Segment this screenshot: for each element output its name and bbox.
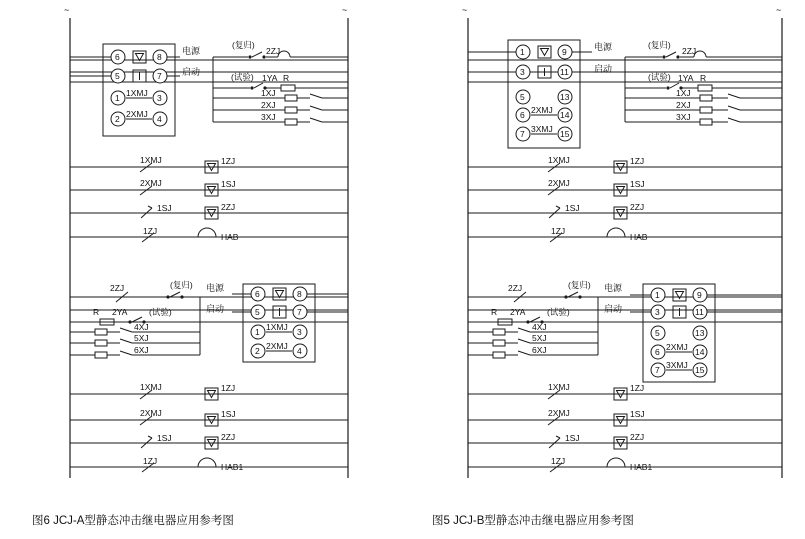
- svg-text:6: 6: [655, 347, 660, 357]
- svg-text:1YA: 1YA: [678, 73, 694, 83]
- svg-text:11: 11: [695, 307, 704, 317]
- svg-text:6: 6: [115, 52, 120, 62]
- svg-text:启动: 启动: [594, 64, 613, 74]
- svg-text:HAB1: HAB1: [630, 462, 653, 472]
- svg-text:15: 15: [560, 129, 570, 139]
- svg-text:R: R: [93, 307, 100, 317]
- svg-text:2XMJ: 2XMJ: [266, 341, 288, 351]
- svg-text:5: 5: [115, 71, 120, 81]
- svg-text:2: 2: [255, 346, 260, 356]
- svg-text:2XMJ: 2XMJ: [548, 408, 570, 418]
- svg-text:2XJ: 2XJ: [261, 100, 276, 110]
- svg-text:1ZJ: 1ZJ: [630, 156, 645, 166]
- fig-left-group: [64, 5, 348, 478]
- svg-text:15: 15: [695, 365, 705, 375]
- svg-text:(复归): (复归): [568, 280, 591, 290]
- svg-text:3: 3: [297, 327, 302, 337]
- svg-text:1SJ: 1SJ: [221, 409, 236, 419]
- svg-text:~: ~: [462, 5, 468, 15]
- svg-text:启动: 启动: [182, 67, 201, 77]
- svg-text:(试验): (试验): [648, 72, 671, 82]
- svg-text:1YA: 1YA: [262, 73, 278, 83]
- svg-text:~: ~: [776, 5, 782, 15]
- svg-text:6XJ: 6XJ: [532, 345, 547, 355]
- svg-text:13: 13: [695, 328, 705, 338]
- svg-text:3XJ: 3XJ: [676, 112, 691, 122]
- svg-text:7: 7: [520, 129, 525, 139]
- svg-text:2XMJ: 2XMJ: [140, 178, 162, 188]
- svg-text:3: 3: [157, 93, 162, 103]
- figure-caption-right: 图5 JCJ-B型静态冲击继电器应用参考图: [432, 515, 634, 527]
- svg-text:1ZJ: 1ZJ: [143, 226, 158, 236]
- svg-text:2: 2: [115, 114, 120, 124]
- svg-text:2ZJ: 2ZJ: [221, 432, 236, 442]
- svg-text:9: 9: [562, 47, 567, 57]
- svg-text:1ZJ: 1ZJ: [630, 383, 645, 393]
- svg-text:8: 8: [297, 289, 302, 299]
- svg-text:2XMJ: 2XMJ: [126, 109, 148, 119]
- svg-text:8: 8: [157, 52, 162, 62]
- svg-text:2XMJ: 2XMJ: [548, 178, 570, 188]
- svg-text:4XJ: 4XJ: [134, 322, 149, 332]
- svg-text:1SJ: 1SJ: [157, 433, 172, 443]
- figure-caption-left: 图6 JCJ-A型静态冲击继电器应用参考图: [32, 515, 234, 527]
- svg-text:2ZJ: 2ZJ: [266, 46, 281, 56]
- svg-text:1XJ: 1XJ: [676, 88, 691, 98]
- svg-text:(试验): (试验): [231, 72, 254, 82]
- svg-text:1XMJ: 1XMJ: [548, 155, 570, 165]
- svg-text:HAB: HAB: [221, 232, 239, 242]
- svg-text:~: ~: [342, 5, 348, 15]
- svg-text:2ZJ: 2ZJ: [682, 46, 697, 56]
- svg-text:2XMJ: 2XMJ: [666, 342, 688, 352]
- svg-text:1ZJ: 1ZJ: [221, 156, 236, 166]
- svg-text:2ZJ: 2ZJ: [508, 283, 523, 293]
- svg-text:1SJ: 1SJ: [565, 433, 580, 443]
- svg-text:2ZJ: 2ZJ: [630, 432, 645, 442]
- svg-text:~: ~: [64, 5, 70, 15]
- svg-text:1ZJ: 1ZJ: [551, 456, 566, 466]
- svg-text:11: 11: [560, 67, 569, 77]
- svg-text:1: 1: [115, 93, 120, 103]
- svg-text:2ZJ: 2ZJ: [110, 283, 125, 293]
- svg-text:R: R: [491, 307, 498, 317]
- svg-text:(复归): (复归): [648, 40, 671, 50]
- svg-text:2XMJ: 2XMJ: [531, 105, 553, 115]
- svg-text:2ZJ: 2ZJ: [221, 202, 236, 212]
- svg-text:1XMJ: 1XMJ: [548, 382, 570, 392]
- svg-text:5: 5: [520, 92, 525, 102]
- svg-text:2YA: 2YA: [112, 307, 128, 317]
- svg-text:6: 6: [520, 110, 525, 120]
- svg-text:(试验): (试验): [149, 307, 172, 317]
- svg-text:3XJ: 3XJ: [261, 112, 276, 122]
- svg-text:1ZJ: 1ZJ: [551, 226, 566, 236]
- svg-text:2YA: 2YA: [510, 307, 526, 317]
- svg-text:13: 13: [560, 92, 570, 102]
- fig-right-group: [462, 5, 782, 478]
- svg-text:(复归): (复归): [170, 280, 193, 290]
- svg-text:5XJ: 5XJ: [134, 333, 149, 343]
- svg-text:1ZJ: 1ZJ: [143, 456, 158, 466]
- svg-text:R: R: [283, 73, 290, 83]
- svg-text:1SJ: 1SJ: [221, 179, 236, 189]
- svg-text:启动: 启动: [206, 304, 225, 314]
- svg-text:2ZJ: 2ZJ: [630, 202, 645, 212]
- svg-text:电源: 电源: [206, 283, 225, 293]
- svg-text:7: 7: [157, 71, 162, 81]
- svg-text:1: 1: [255, 327, 260, 337]
- svg-text:1SJ: 1SJ: [630, 409, 645, 419]
- svg-text:14: 14: [695, 347, 705, 357]
- svg-text:4XJ: 4XJ: [532, 322, 547, 332]
- svg-text:4: 4: [157, 114, 162, 124]
- svg-text:1ZJ: 1ZJ: [221, 383, 236, 393]
- svg-text:7: 7: [297, 307, 302, 317]
- svg-text:5: 5: [255, 307, 260, 317]
- svg-text:1SJ: 1SJ: [630, 179, 645, 189]
- svg-text:2XMJ: 2XMJ: [140, 408, 162, 418]
- svg-text:5XJ: 5XJ: [532, 333, 547, 343]
- svg-text:9: 9: [697, 290, 702, 300]
- svg-text:电源: 电源: [604, 283, 623, 293]
- svg-text:HAB1: HAB1: [221, 462, 244, 472]
- svg-text:(复归): (复归): [232, 40, 255, 50]
- svg-text:(试验): (试验): [547, 307, 570, 317]
- svg-text:3XMJ: 3XMJ: [531, 124, 553, 134]
- svg-text:1: 1: [520, 47, 525, 57]
- svg-text:1SJ: 1SJ: [157, 203, 172, 213]
- svg-text:电源: 电源: [182, 46, 201, 56]
- svg-text:7: 7: [655, 365, 660, 375]
- svg-text:6XJ: 6XJ: [134, 345, 149, 355]
- svg-text:3: 3: [520, 67, 525, 77]
- svg-text:1SJ: 1SJ: [565, 203, 580, 213]
- svg-text:启动: 启动: [604, 304, 623, 314]
- svg-text:1XMJ: 1XMJ: [140, 382, 162, 392]
- svg-text:1XMJ: 1XMJ: [266, 322, 288, 332]
- svg-text:4: 4: [297, 346, 302, 356]
- svg-text:R: R: [700, 73, 707, 83]
- svg-text:1XMJ: 1XMJ: [126, 88, 148, 98]
- svg-text:1: 1: [655, 290, 660, 300]
- svg-text:电源: 电源: [594, 42, 613, 52]
- svg-text:5: 5: [655, 328, 660, 338]
- svg-text:6: 6: [255, 289, 260, 299]
- svg-text:14: 14: [560, 110, 570, 120]
- svg-text:1XJ: 1XJ: [261, 88, 276, 98]
- svg-text:3XMJ: 3XMJ: [666, 360, 688, 370]
- svg-text:2XJ: 2XJ: [676, 100, 691, 110]
- svg-text:1XMJ: 1XMJ: [140, 155, 162, 165]
- svg-text:HAB: HAB: [630, 232, 648, 242]
- svg-text:3: 3: [655, 307, 660, 317]
